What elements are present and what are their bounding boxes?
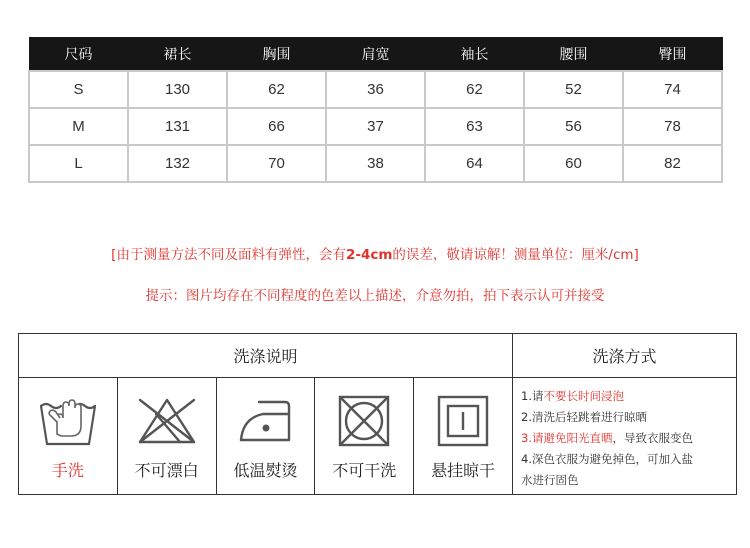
care-item-low-iron [217,378,316,494]
size-table-header [29,38,722,71]
washing-instructions-title: 洗涤说明 [19,334,513,378]
care-item-no-bleach [118,378,217,494]
table-cell: 82 [623,145,722,182]
size-table [28,37,723,183]
care-label-no-bleach: 不可漂白 [134,461,199,480]
table-cell: 64 [425,145,524,182]
washing-rules-list [513,378,736,494]
low-iron-icon [233,392,297,450]
washing-rule-4a: 4.深色衣服为避免掉色，可加入盐 [521,452,693,466]
care-label-hang-dry: 悬挂晾干 [431,461,496,480]
header-bust: 胸围 [227,38,326,71]
measurement-note [0,243,750,263]
table-cell: M [29,108,128,145]
care-item-no-tumble-dry [315,378,414,494]
header-size: 尺码 [29,38,128,71]
hang-dry-icon [433,392,493,450]
table-cell: 36 [326,71,425,108]
care-label-hand-wash: 手洗 [51,461,84,480]
care-item-hang-dry [414,378,512,494]
table-row [29,71,722,108]
washing-rule-3-post: ，导致衣服变色 [612,431,693,445]
table-cell: S [29,71,128,108]
table-cell: 37 [326,108,425,145]
washing-rule-2: 2.清洗后轻跳着进行晾晒 [521,410,647,424]
washing-rule-1-pre: 1.请 [521,389,544,403]
header-waist: 腰围 [524,38,623,71]
measurement-note-post: 的误差，敬请谅解！测量单位：厘米/cm] [392,247,639,263]
color-difference-note: 提示：图片均存在不同程度的色差以上描述，介意勿拍，拍下表示认可并接受 [145,288,605,304]
table-row [29,108,722,145]
table-cell: 62 [425,71,524,108]
washing-rule-3-highlight: 3.请避免阳光直晒 [521,431,613,445]
washing-rule-3 [521,428,730,449]
table-cell: 52 [524,71,623,108]
no-bleach-icon [132,392,202,450]
measurement-note-tolerance: 2-4cm [345,247,393,263]
table-cell: 63 [425,108,524,145]
washing-rule-1 [521,386,730,407]
table-cell: 70 [227,145,326,182]
washing-instructions-box [18,333,737,495]
table-cell: 62 [227,71,326,108]
table-cell: 78 [623,108,722,145]
washing-method-title: 洗涤方式 [513,334,736,378]
table-row [29,145,722,182]
table-cell: 131 [128,108,227,145]
table-cell: 130 [128,71,227,108]
table-cell: 132 [128,145,227,182]
table-cell: 56 [524,108,623,145]
measurement-note-pre: [由于测量方法不同及面料有弹性，会有 [111,247,346,263]
care-label-no-tumble-dry: 不可干洗 [332,461,397,480]
washing-rule-1-highlight: 不要长时间浸泡 [543,389,624,403]
table-cell: 66 [227,108,326,145]
washing-rule-4b: 水进行固色 [521,473,579,487]
header-shoulder: 肩宽 [326,38,425,71]
table-cell: L [29,145,128,182]
header-hip: 臀围 [623,38,722,71]
table-cell: 60 [524,145,623,182]
hand-wash-icon [37,392,99,450]
header-skirt-length: 裙长 [128,38,227,71]
header-sleeve: 袖长 [425,38,524,71]
care-icons-row [19,378,513,494]
table-cell: 74 [623,71,722,108]
table-cell: 38 [326,145,425,182]
care-label-low-iron: 低温熨烫 [233,461,298,480]
no-tumble-dry-icon [334,392,394,450]
care-item-hand-wash [19,378,118,494]
